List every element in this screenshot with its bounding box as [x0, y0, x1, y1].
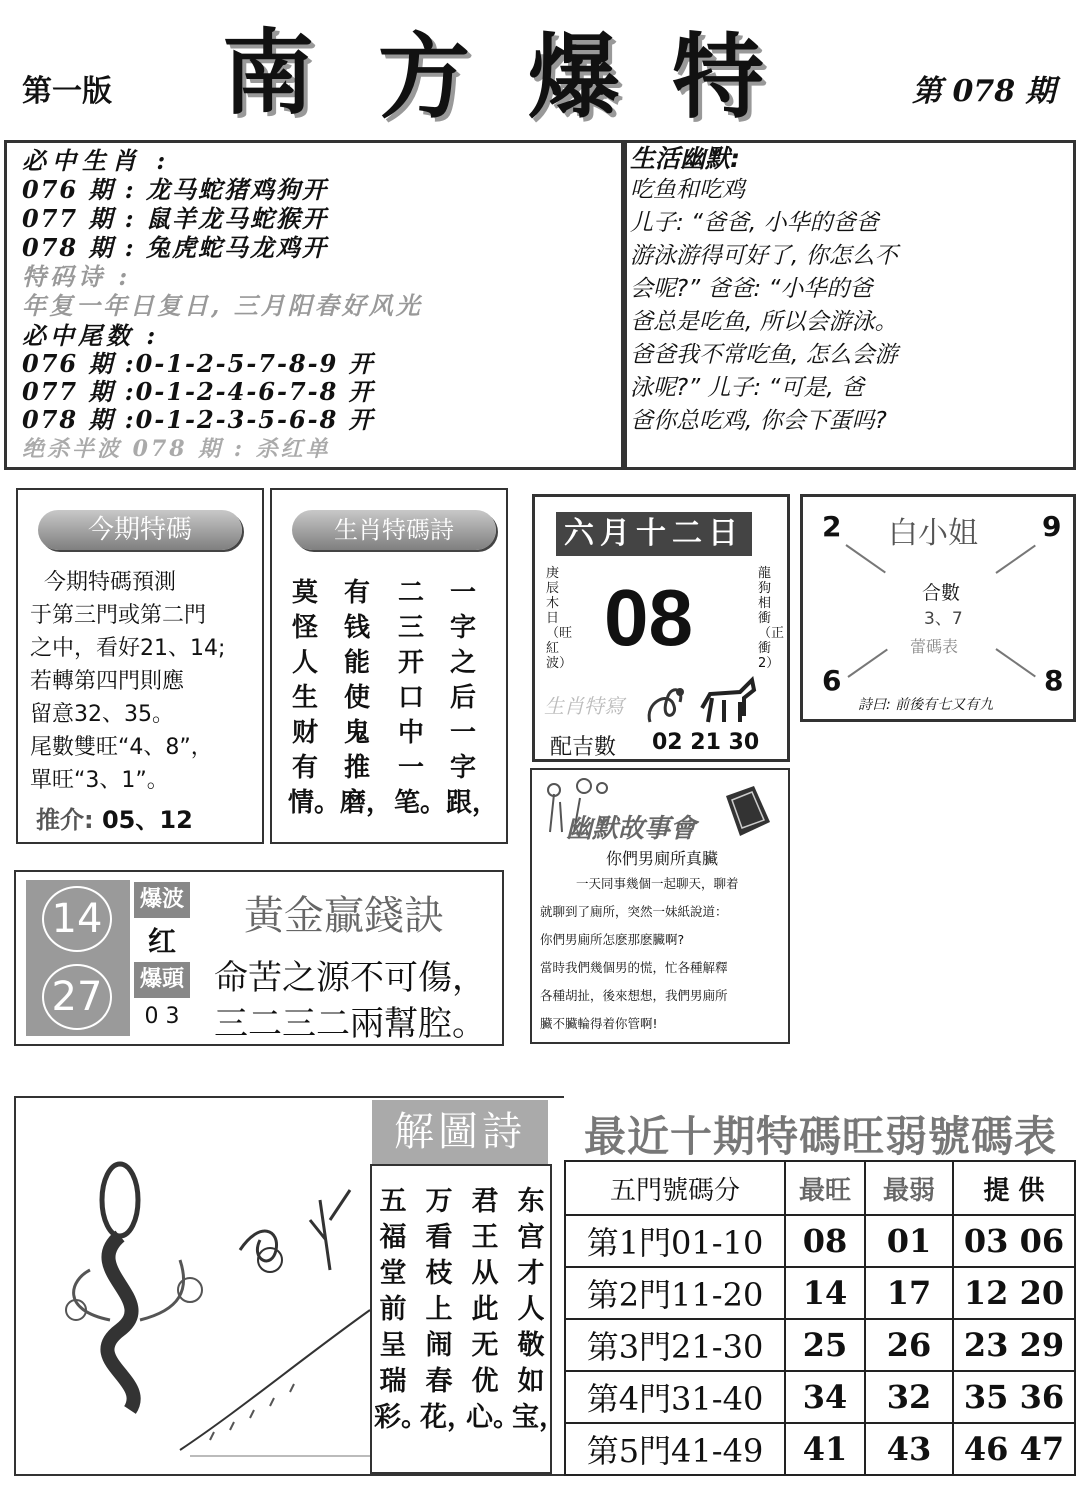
- calendar-right-note: 龍狗相衝（正衝2）: [758, 566, 785, 671]
- humor-story-line: 當時我們幾個男的慌，忙各種解釋: [540, 960, 728, 975]
- picture-poem-column: 君王从此无优心。: [466, 1186, 520, 1433]
- table-row: [565, 1371, 1075, 1423]
- table-cell-provided: 23 29: [953, 1319, 1075, 1371]
- humor-story-line: 臟不臟輪得着你管啊!: [540, 1016, 658, 1031]
- table-cell-provided: 03 06: [953, 1215, 1075, 1267]
- book-icon: [718, 782, 774, 844]
- gold-number-bottom: 27: [42, 964, 112, 1030]
- poem-title: 特码诗 :: [22, 262, 132, 291]
- humor-line: 会呢?” 爸爸: “小华的爸: [630, 276, 873, 302]
- lucky-numbers: 02 21 30: [652, 730, 760, 755]
- edition-label: 第一版: [22, 74, 112, 109]
- special-code-line: 今期特碼預測: [30, 570, 176, 595]
- humor-line: 爸爸我不常吃鱼, 怎么会游: [630, 342, 898, 368]
- humor-line: 儿子: “爸爸, 小华的爸爸: [630, 210, 879, 236]
- humor-lines: [630, 174, 898, 438]
- miss-bai-sub: 蕾碼表: [910, 637, 959, 656]
- humor-story-line: 一天同事幾個一起聊天，聊着: [576, 876, 739, 891]
- table-cell-range: 第3門21-30: [565, 1319, 785, 1371]
- humor-story-subtitle: 你們男廁所真臟: [606, 849, 719, 868]
- humor-content: [630, 144, 898, 438]
- tail-title: 必中尾数 :: [22, 321, 160, 350]
- zodiac-poem-column: 有钱能使鬼推磨，: [340, 578, 393, 818]
- corner-number: 6: [822, 664, 842, 697]
- humor-story-title: 幽默故事會: [566, 814, 697, 844]
- special-code-line: 之中，看好21、14;: [30, 636, 226, 661]
- humor-story-line: 各種胡扯，後來想想，我們男廁所: [540, 988, 728, 1003]
- zodiac-poem-column: 二三开口中一笔。: [394, 578, 447, 818]
- zodiac-row: 078 期 : 兔虎蛇马龙鸡开: [22, 233, 329, 262]
- masthead-char-2: 方: [378, 23, 471, 131]
- humor-title: 生活幽默:: [630, 144, 740, 173]
- recommend-row: [36, 800, 193, 835]
- table-cell-cold: 17: [865, 1267, 953, 1319]
- zodiac-animals-illustration: [640, 672, 760, 728]
- humor-line: 游泳游得可好了, 你怎么不: [630, 243, 898, 269]
- table-cell-range: 第1門01-10: [565, 1215, 785, 1267]
- head-value: 0 3: [144, 1004, 180, 1029]
- corner-number: 8: [1044, 664, 1064, 697]
- zodiac-caption: 生肖特寫: [544, 694, 624, 718]
- picture-poem-column: 万看枝上闹春花，: [420, 1186, 474, 1433]
- table-title: 最近十期特碼旺弱號碼表: [584, 1112, 1058, 1161]
- issue-number: 第 078 期: [912, 74, 1056, 109]
- table-cell-provided: 46 47: [953, 1423, 1075, 1475]
- tail-row: 078 期 :0-1-2-3-5-6-8 开: [22, 405, 375, 434]
- table-header-cell: 五門號碼分: [565, 1161, 785, 1215]
- table-cell-cold: 43: [865, 1423, 953, 1475]
- gold-line-1: 命苦之源不可傷，: [214, 958, 486, 998]
- humor-story-text: [540, 870, 739, 1038]
- wave-value: 红: [147, 925, 176, 958]
- tail-row: 077 期 :0-1-2-4-6-7-8 开: [22, 377, 375, 406]
- zodiac-poem-label: 生肖特碼詩: [292, 510, 496, 550]
- table-row: [565, 1267, 1075, 1319]
- masthead-char-4: 特: [672, 23, 765, 131]
- calendar-left-note: 庚辰木日（旺紅波）: [546, 566, 573, 671]
- special-code-text: [30, 566, 225, 797]
- sum-label: 合數: [922, 582, 961, 604]
- table-cell-cold: 32: [865, 1371, 953, 1423]
- humor-line: 吃鱼和吃鸡: [630, 177, 745, 203]
- special-code-line: 尾數雙旺“4、8”，: [30, 735, 213, 760]
- table-cell-hot: 08: [785, 1215, 865, 1267]
- picture-poem-column: 东宫才人敬如宝，: [512, 1186, 566, 1433]
- special-code-line: 單旺“3、1”。: [30, 768, 169, 793]
- humor-story-line: 就聊到了廁所，突然一妹紙說道：: [540, 904, 728, 919]
- table-row: [565, 1423, 1075, 1475]
- table-cell-range: 第5門41-49: [565, 1423, 785, 1475]
- table-cell-hot: 25: [785, 1319, 865, 1371]
- special-code-line: 于第三門或第二門: [30, 603, 207, 628]
- table-row: [565, 1215, 1075, 1267]
- table-header-row: [565, 1161, 1075, 1215]
- lucky-label: 配吉數: [550, 735, 617, 760]
- gold-number-top: 14: [42, 886, 112, 952]
- humor-story-line: 你們男廁所怎麽那麽臟啊?: [540, 932, 685, 947]
- zodiac-poem-column: 一字之后一字跟，: [446, 578, 499, 818]
- table-cell-range: 第2門11-20: [565, 1267, 785, 1319]
- masthead-char-1: 南: [222, 19, 315, 127]
- wave-line: 绝杀半波 078 期 : 杀红单: [22, 436, 331, 462]
- recommend-value: 05、12: [101, 806, 193, 834]
- table-cell-provided: 12 20: [953, 1267, 1075, 1319]
- tail-row: 076 期 :0-1-2-5-7-8-9 开: [22, 349, 375, 378]
- wave-label: 爆波: [134, 882, 190, 918]
- table-cell-provided: 35 36: [953, 1371, 1075, 1423]
- special-code-line: 若轉第四門則應: [30, 669, 185, 694]
- zodiac-row: 077 期 : 鼠羊龙马蛇猴开: [22, 204, 329, 233]
- picture-poem-column: 五福堂前呈瑞彩。: [374, 1186, 428, 1433]
- special-code-line: 留意32、35。: [30, 702, 174, 727]
- zodiac-title: 必中生肖 :: [22, 146, 172, 175]
- calendar-day-number: 08: [604, 573, 693, 662]
- zodiac-poem-column: 莫怪人生财有情。: [288, 578, 341, 818]
- humor-line: 泳呢?” 儿子: “可是, 爸: [630, 375, 865, 401]
- picture-poem-label: 解圖詩: [372, 1100, 548, 1164]
- table-cell-hot: 34: [785, 1371, 865, 1423]
- table-cell-hot: 41: [785, 1423, 865, 1475]
- table-header-cell: 最弱: [865, 1161, 953, 1215]
- table-header-cell: 提 供: [953, 1161, 1075, 1215]
- gold-title: 黃金贏錢訣: [244, 893, 444, 939]
- miss-bai-title: 白小姐: [888, 516, 978, 551]
- table-row: [565, 1319, 1075, 1371]
- table-cell-cold: 26: [865, 1319, 953, 1371]
- miss-bai-poem: 詩曰: 前後有七又有九: [858, 697, 994, 713]
- head-label: 爆頭: [134, 962, 190, 998]
- table-cell-hot: 14: [785, 1267, 865, 1319]
- corner-number: 9: [1042, 510, 1062, 543]
- hot-cold-table: [564, 1160, 1076, 1476]
- dragon-illustration: [40, 1160, 380, 1460]
- table-cell-range: 第4門31-40: [565, 1371, 785, 1423]
- zodiac-row: 076 期 : 龙马蛇猪鸡狗开: [22, 175, 329, 204]
- poem-line: 年复一年日复日, 三月阳春好风光: [22, 291, 423, 320]
- predictions-content: [22, 146, 423, 464]
- masthead-char-3: 爆: [528, 23, 621, 131]
- table-cell-cold: 01: [865, 1215, 953, 1267]
- special-code-label: 今期特碼: [38, 510, 242, 550]
- calendar-date-banner: 六月十二日: [556, 512, 752, 556]
- humor-line: 爸总是吃鱼, 所以会游泳。: [630, 309, 898, 335]
- sum-values: 3、7: [924, 609, 963, 629]
- gold-line-2: 三二三二兩幫腔。: [214, 1004, 486, 1044]
- humor-line: 爸你总吃鸡, 你会下蛋吗?: [630, 408, 887, 434]
- recommend-label: 推介:: [36, 806, 94, 834]
- corner-number: 2: [822, 510, 842, 543]
- table-header-cell: 最旺: [785, 1161, 865, 1215]
